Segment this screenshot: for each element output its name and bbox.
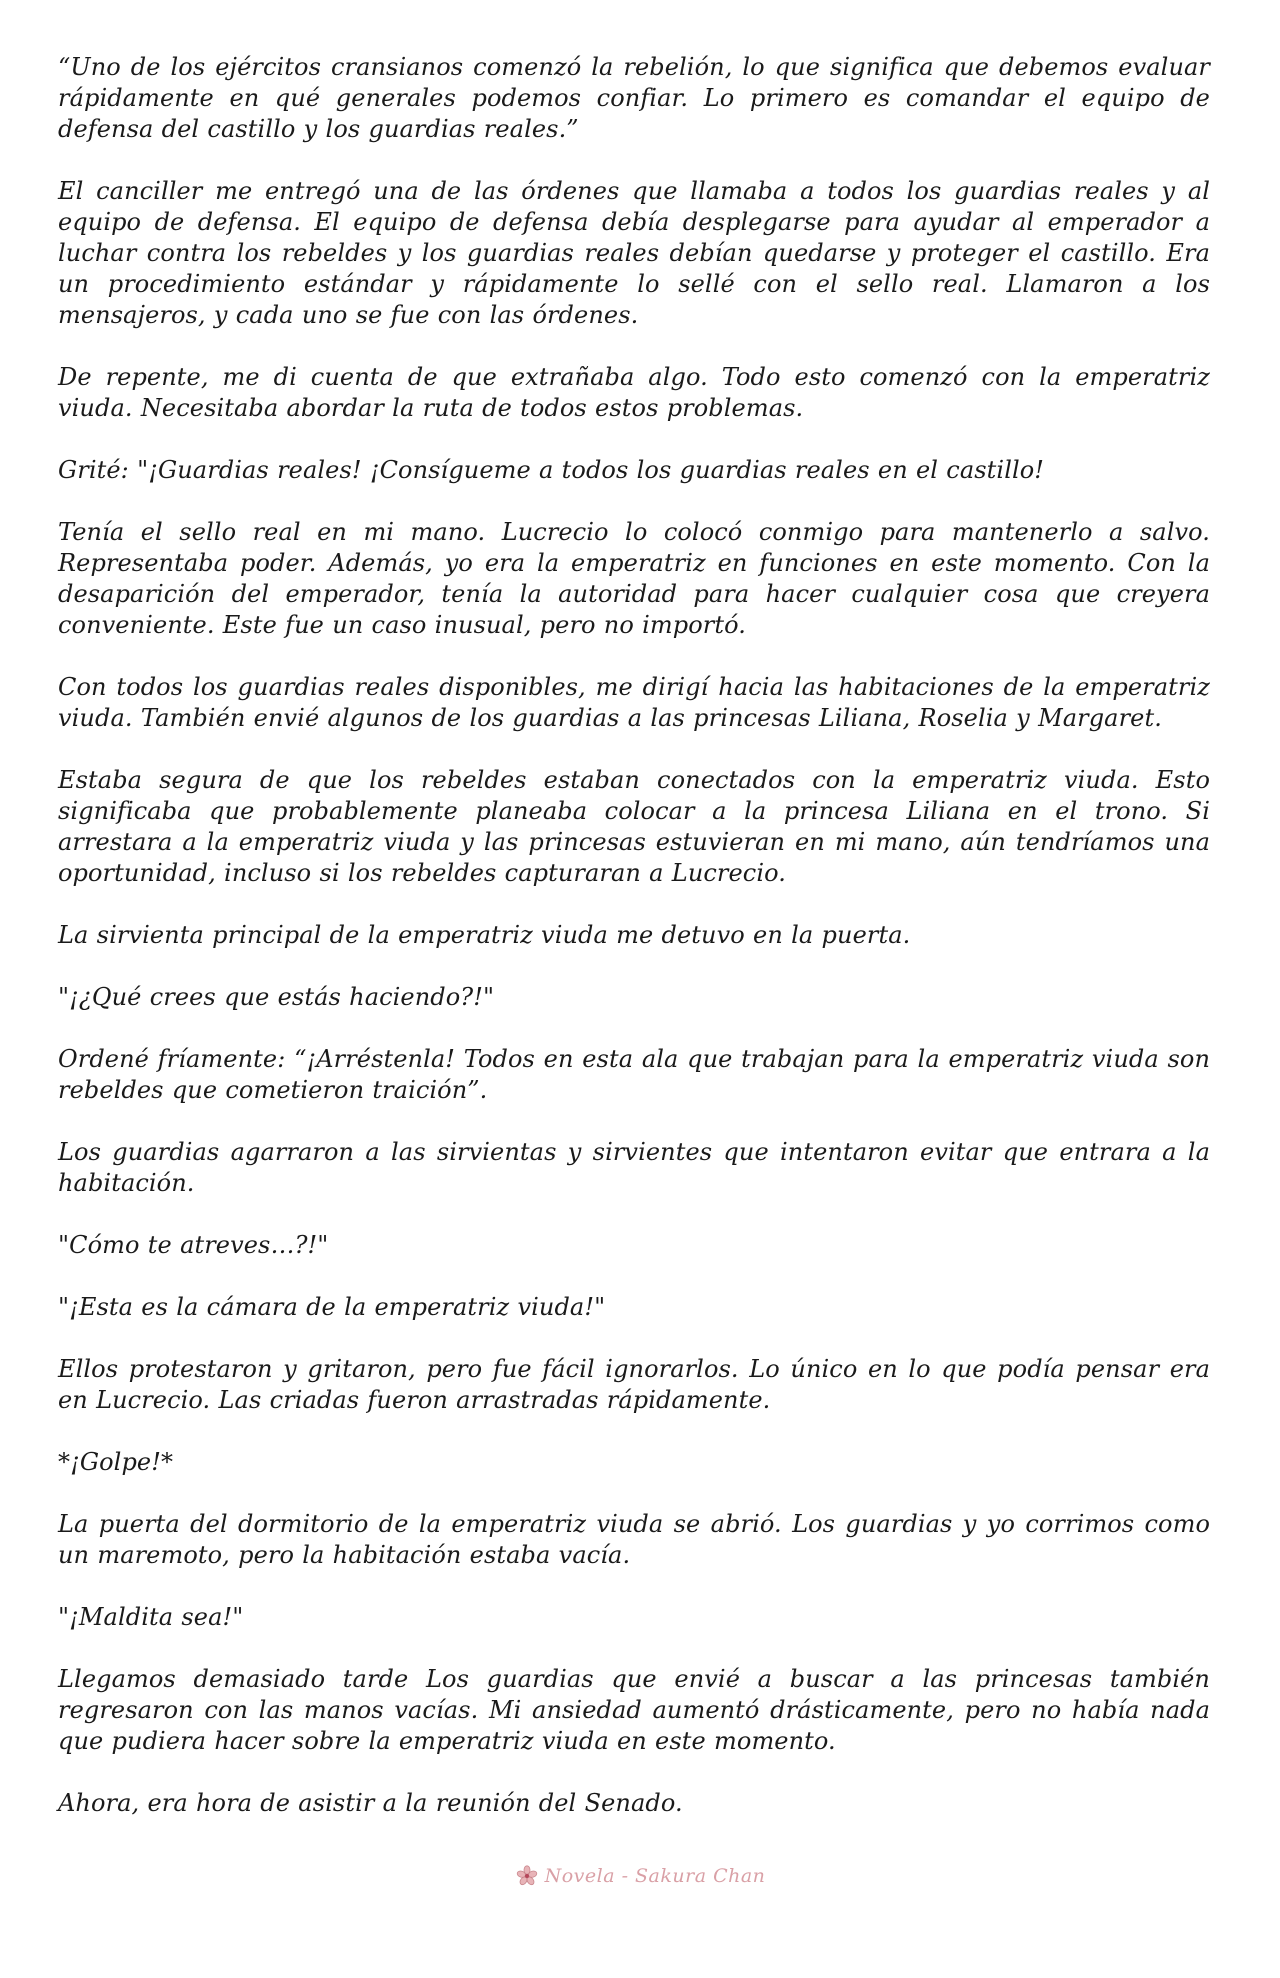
paragraph: "Cómo te atreves…?!"	[58, 1231, 329, 1259]
paragraph: "¡Esta es la cámara de la emperatriz viuda!"	[58, 1293, 606, 1321]
paragraph: La puerta del dormitorio de la emperatriz viuda se abrió. Los guardias y yo corrimos como un maremoto, pero la habitación estaba vacía.	[58, 1510, 1210, 1569]
paragraph: Ahora, era hora de asistir a la reunión del Senado.	[58, 1789, 683, 1817]
paragraph: La sirvienta principal de la emperatriz viuda me detuvo en la puerta.	[58, 921, 911, 949]
document-body	[58, 52, 1210, 1819]
paragraph: *¡Golpe!*	[58, 1448, 174, 1476]
watermark	[0, 1856, 1280, 1896]
paragraph: "¡Maldita sea!"	[58, 1603, 244, 1631]
paragraph: Grité: "¡Guardias reales! ¡Consígueme a todos los guardias reales en el castillo!	[58, 456, 1045, 484]
paragraph: Tenía el sello real en mi mano. Lucrecio lo colocó conmigo para mantenerlo a salvo. Representaba poder. Además, yo era la emperatriz en funciones en este momento. Con la desaparición del emperador, tenía la autoridad para hacer cualquier cosa que creyera conveniente. Este fue un caso inusual, pero no importó.	[58, 518, 1210, 639]
paragraph: El canciller me entregó una de las órdenes que llamaba a todos los guardias reales y al equipo de defensa. El equipo de defensa debía desplegarse para ayudar al emperador a luchar contra los rebeldes y los guardias reales debían quedarse y proteger el castillo. Era un procedimiento estándar y rápidamente lo sellé con el sello real. Llamaron a los mensajeros, y cada uno se fue con las órdenes.	[58, 177, 1210, 329]
paragraph: Ordené fríamente: “¡Arréstenla! Todos en esta ala que trabajan para la emperatriz viuda son rebeldes que cometieron traición”.	[58, 1045, 1210, 1104]
paragraph: "¡¿Qué crees que estás haciendo?!"	[58, 983, 495, 1011]
paragraph: Llegamos demasiado tarde Los guardias que envié a buscar a las princesas también regresaron con las manos vacías. Mi ansiedad aumentó drásticamente, pero no había nada que pudiera hacer sobre la emperatriz viuda en este momento.	[58, 1665, 1210, 1755]
paragraph: Los guardias agarraron a las sirvientas y sirvientes que intentaron evitar que entrara a la habitación.	[58, 1138, 1210, 1197]
watermark-text: Novela - Sakura Chan	[544, 1865, 766, 1887]
paragraph: “Uno de los ejércitos cransianos comenzó la rebelión, lo que significa que debemos evaluar rápidamente en qué generales podemos confiar. Lo primero es comandar el equipo de defensa del castillo y los guardias reales.”	[58, 53, 1210, 143]
paragraph: De repente, me di cuenta de que extrañaba algo. Todo esto comenzó con la emperatriz viuda. Necesitaba abordar la ruta de todos estos problemas.	[58, 363, 1210, 422]
paragraph: Ellos protestaron y gritaron, pero fue fácil ignorarlos. Lo único en lo que podía pensar era en Lucrecio. Las criadas fueron arrastradas rápidamente.	[58, 1355, 1210, 1414]
paragraph: Con todos los guardias reales disponibles, me dirigí hacia las habitaciones de la emperatriz viuda. También envié algunos de los guardias a las princesas Liliana, Roselia y Margaret.	[58, 673, 1210, 732]
paragraph: Estaba segura de que los rebeldes estaban conectados con la emperatriz viuda. Esto significaba que probablemente planeaba colocar a la princesa Liliana en el trono. Si arrestara a la emperatriz viuda y las princesas estuvieran en mi mano, aún tendríamos una oportunidad, incluso si los rebeldes capturaran a Lucrecio.	[58, 766, 1210, 887]
sakura-flower-icon	[515, 1864, 539, 1888]
